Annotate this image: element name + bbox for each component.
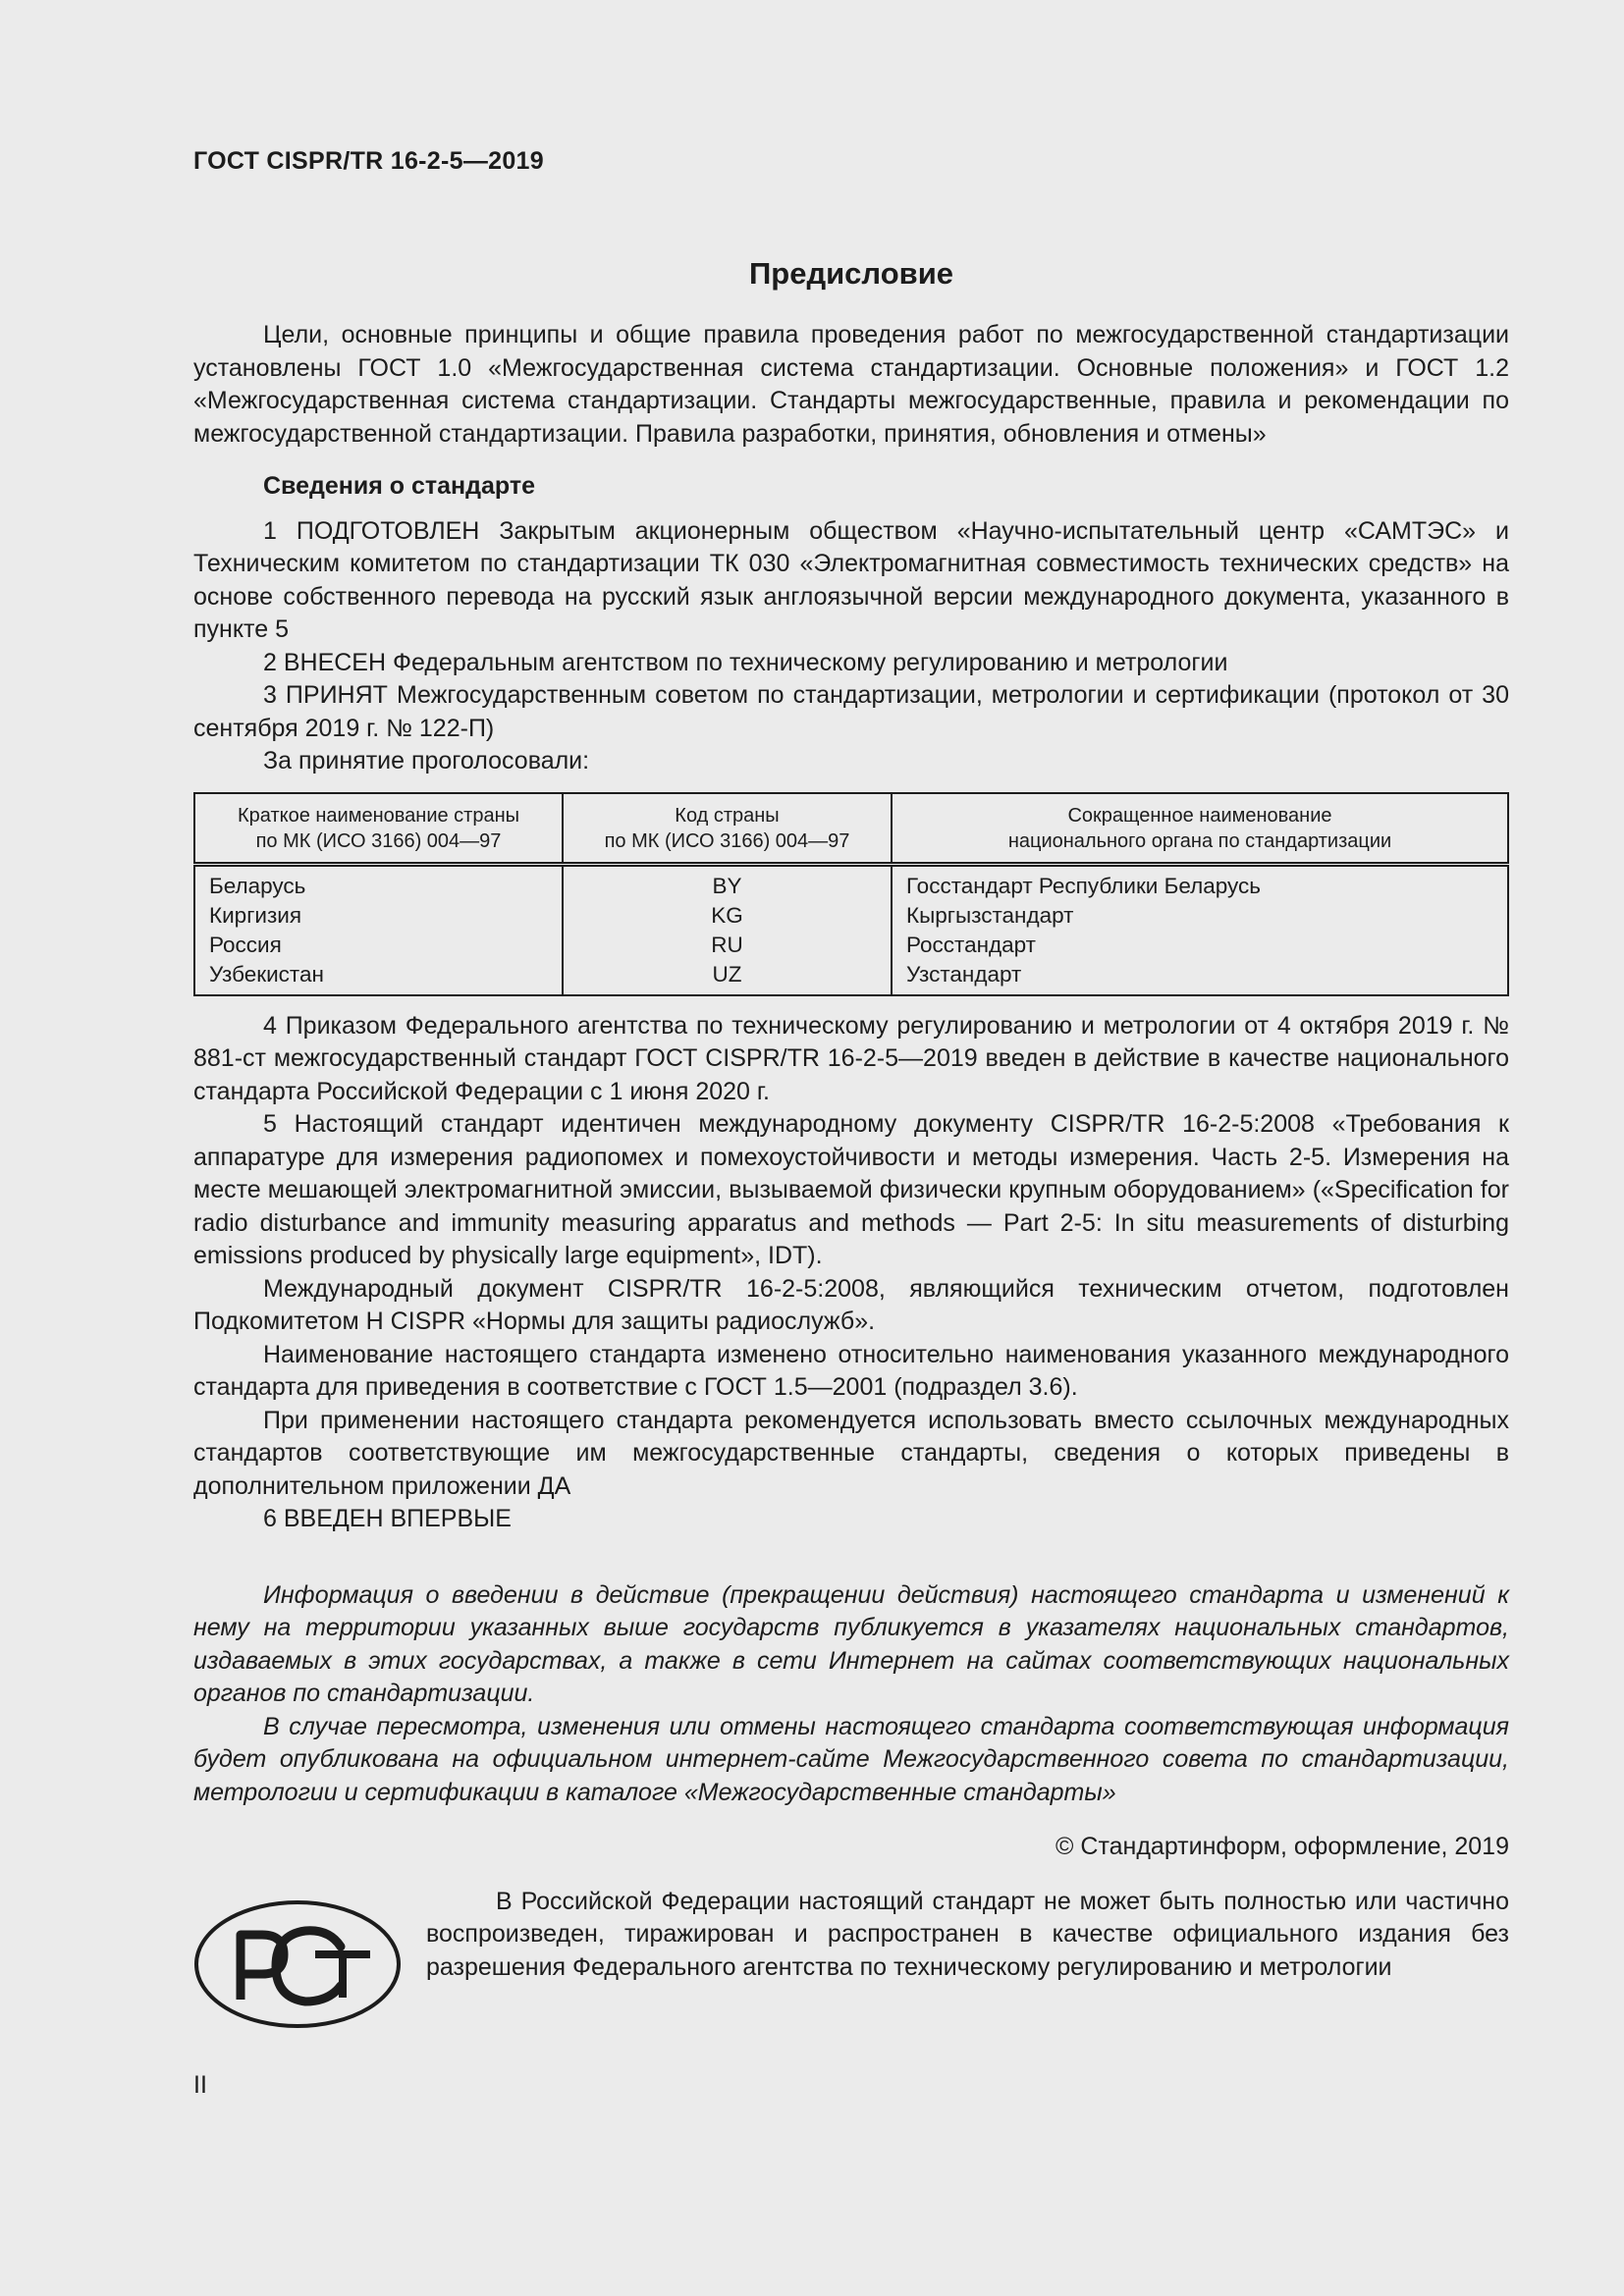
page-content <box>193 145 1509 2033</box>
intro-paragraph: Цели, основные принципы и общие правила проведения работ по межгосударственной стандартизации установлены ГОСТ 1.0 «Межгосударственная система стандартизации. Основные положения» и ГОСТ 1.2 «Межгосударственная система стандартизации. Стандарты межгосударственные, правила и рекомендации по межгосударственной стандартизации. Правила разработки, принятия, обновления и отмены» <box>193 321 1509 448</box>
item-5-note-b: Наименование настоящего стандарта изменено относительно наименования указанного международного стандарта для приведения в соответствие с ГОСТ 1.5—2001 (подраздел 3.6). <box>193 1340 1509 1401</box>
item-5: 5 Настоящий стандарт идентичен международному документу CISPR/TR 16-2-5:2008 «Требования к аппаратуре для измерения радиопомех и помехоустойчивости и методы измерения. Часть 2-5. Измерения на месте мешающей электромагнитной эмиссии, вызываемой физически крупным оборудованием» («Specification for radio disturbance and immunity measuring apparatus and methods — Part 2-5: In situ measurements of disturbing emissions produced by physically large equipment», IDT). <box>193 1110 1509 1269</box>
table-row <box>194 864 1508 901</box>
page-number: II <box>193 2071 207 2099</box>
item-1: 1 ПОДГОТОВЛЕН Закрытым акционерным обществом «Научно-испытательный центр «САМТЭС» и Техническим комитетом по стандартизации ТК 030 «Электромагнитная совместимость технических средств» на основе собственного перевода на русский язык англоязычной версии международного документа, указанного в пункте 5 <box>193 516 1509 643</box>
member-states-table <box>193 792 1509 996</box>
item-6: 6 ВВЕДЕН ВПЕРВЫЕ <box>263 1505 512 1532</box>
header-body: Сокращенное наименование национального органа по стандартизации <box>892 793 1508 865</box>
table-row <box>194 960 1508 995</box>
cell-code: KG <box>563 901 892 931</box>
item-4: 4 Приказом Федерального агентства по техническому регулированию и метрологии от 4 октября 2019 г. № 881-ст межгосударственный стандарт ГОСТ CISPR/TR 16-2-5—2019 введен в действие в качестве национального стандарта Российской Федерации с 1 июня 2020 г. <box>193 1011 1509 1105</box>
header-code: Код страны по МК (ИСО 3166) 004—97 <box>563 793 892 865</box>
cell-body: Кыргызстандарт <box>892 901 1508 931</box>
cell-country: Россия <box>209 932 282 957</box>
item-5-note-a: Международный документ CISPR/TR 16-2-5:2008, являющийся техническим отчетом, подготовлен Подкомитетом H CISPR «Нормы для защиты радиослужб». <box>193 1274 1509 1335</box>
cell-body: Узстандарт <box>892 960 1508 995</box>
cell-body: Госстандарт Республики Беларусь <box>892 864 1508 901</box>
document-designation: ГОСТ CISPR/TR 16-2-5—2019 <box>193 147 544 175</box>
rst-conformity-mark-icon <box>193 1899 402 2029</box>
reproduction-notice-block <box>193 1886 1509 2033</box>
cell-code: UZ <box>563 960 892 995</box>
item-5-note-c: При применении настоящего стандарта рекомендуется использовать вместо ссылочных международных стандартов соответствующие им межгосударственные стандарты, сведения о которых приведены в дополнительном приложении ДА <box>193 1406 1509 1500</box>
revision-info: В случае пересмотра, изменения или отмены настоящего стандарта соответствующая информация будет опубликована на официальном интернет-сайте Межгосударственного совета по стандартизации, метрологии и сертификации в каталоге «Межгосударственные стандарты» <box>193 1712 1509 1806</box>
copyright-line: © Стандартинформ, оформление, 2019 <box>1056 1833 1509 1860</box>
table-row <box>194 931 1508 960</box>
table-row <box>194 901 1508 931</box>
cell-code: RU <box>563 931 892 960</box>
info-heading: Сведения о стандарте <box>263 472 536 500</box>
cell-country: Беларусь <box>209 873 306 898</box>
cell-body: Росстандарт <box>892 931 1508 960</box>
page-title: Предисловие <box>748 255 953 291</box>
reproduction-notice: В Российской Федерации настоящий стандарт не может быть полностью или частично воспроизведен, тиражирован и распространен в качестве официального издания без разрешения Федерального агентства по техническому регулированию и метрологии <box>426 1887 1509 1981</box>
cell-country: Узбекистан <box>209 961 324 987</box>
table-header-row <box>194 793 1508 865</box>
cell-code: BY <box>563 864 892 901</box>
item-2: 2 ВНЕСЕН Федеральным агентством по техническому регулированию и метрологии <box>263 648 1228 676</box>
publication-info: Информация о введении в действие (прекращении действия) настоящего стандарта и изменений к нему на территории указанных выше государств публикуется в указателях национальных стандартов, издаваемых в этих государствах, а также в сети Интернет на сайтах соответствующих национальных органов по стандартизации. <box>193 1580 1509 1707</box>
cell-country: Киргизия <box>209 902 302 928</box>
header-country: Краткое наименование страны по МК (ИСО 3166) 004—97 <box>194 793 563 865</box>
voted-label: За принятие проголосовали: <box>263 747 590 774</box>
item-3: 3 ПРИНЯТ Межгосударственным советом по стандартизации, метрологии и сертификации (протокол от 30 сентября 2019 г. № 122-П) <box>193 681 1509 742</box>
